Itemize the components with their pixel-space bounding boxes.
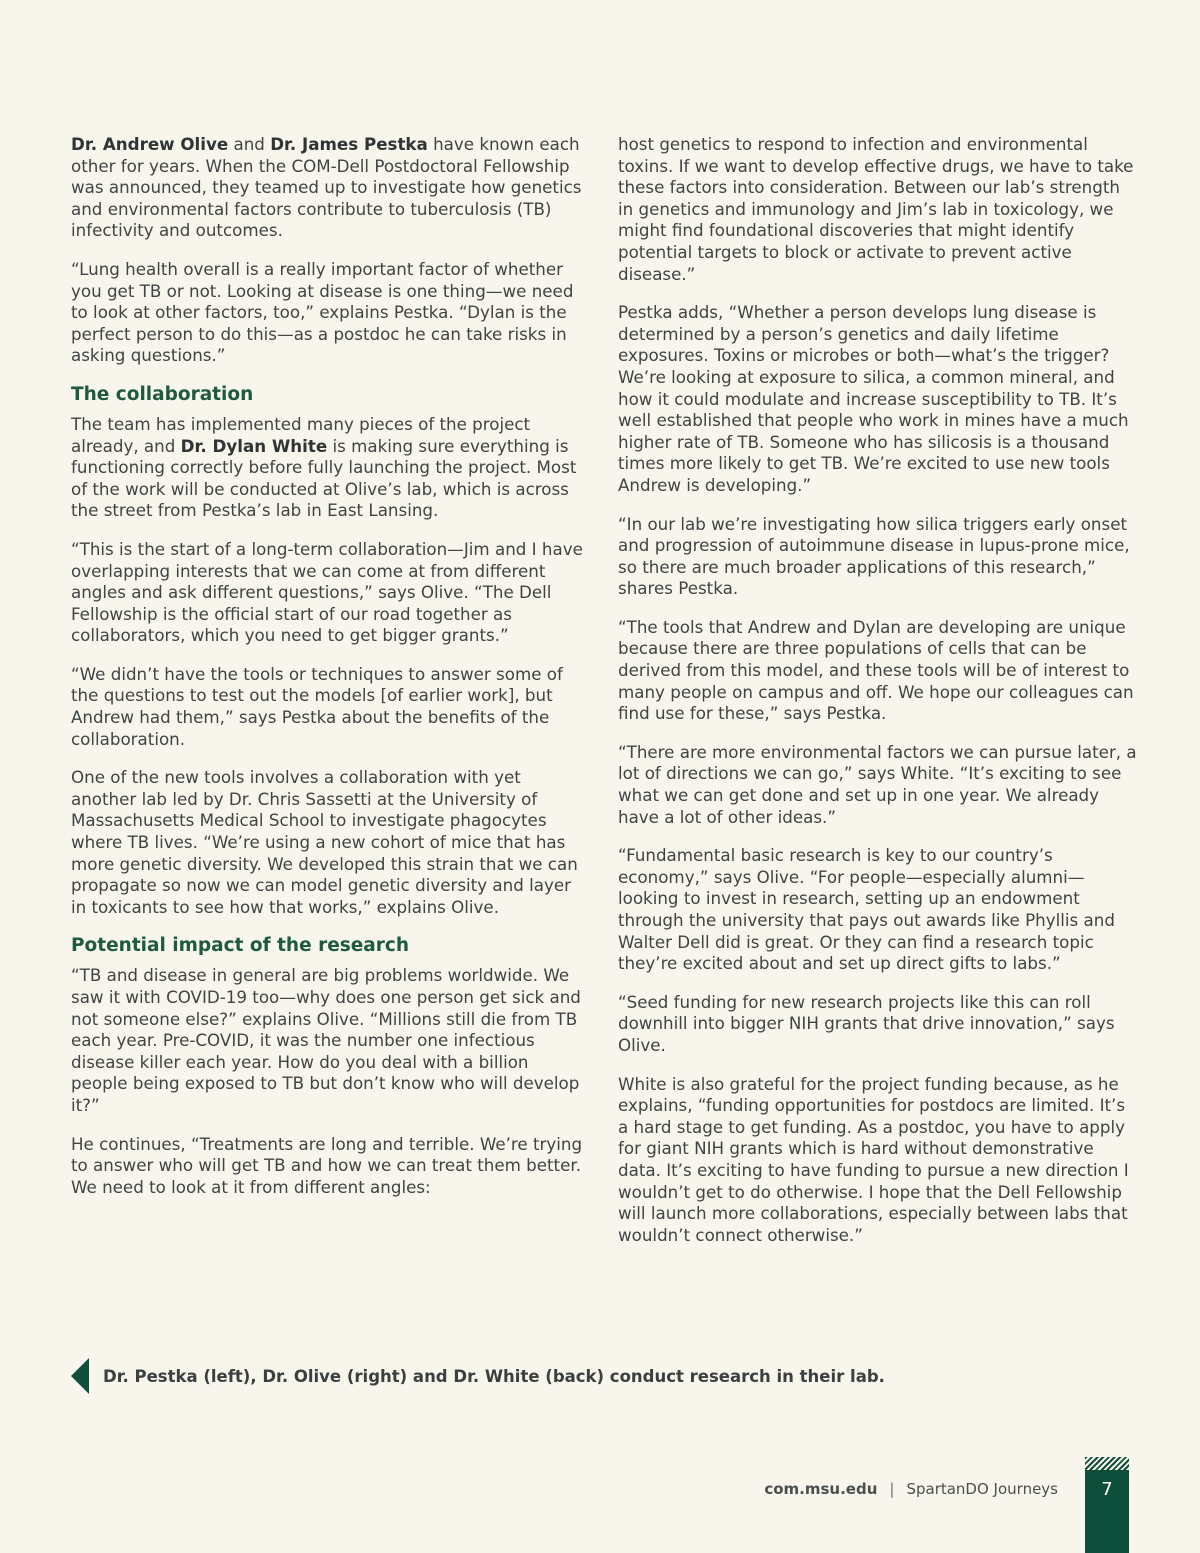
name-dylan-white: Dr. Dylan White	[180, 435, 328, 456]
hatch-decoration	[1085, 1457, 1129, 1470]
name-andrew-olive: Dr. Andrew Olive	[71, 134, 229, 154]
paragraph: “We didn’t have the tools or techniques to answer some of the questions to test out the models [of earlier work], but Andrew had them,” says Pestka about the benefits of the collaboration.	[71, 663, 563, 749]
paragraph: Dr. Andrew Olive and Dr. James Pestka have known each other for years. When the COM-Dell Postdoctoral Fellowship was announced, they teamed up to investigate how genetics and environmental factors contribute to tuberculosis (TB) infectivity and outcomes.	[71, 134, 582, 241]
page-number-tab	[1085, 1457, 1129, 1553]
left-column	[71, 134, 587, 1215]
paragraph: He continues, “Treatments are long and terrible. We’re trying to answer who will get TB and how we can treat them better. We need to look at it from different angles:	[71, 1133, 583, 1197]
name-james-pestka: Dr. James Pestka	[270, 134, 428, 154]
footer-publication: SpartanDO Journeys	[906, 1480, 1058, 1498]
paragraph: “Fundamental basic research is key to our country’s economy,” says Olive. “For people—especially alumni—looking to invest in research, setting up an endowment through the university that pays out awards like Phyllis and Walter Dell did is great. Or they can find a research topic they’re excited about and set up direct gifts to labs.”	[618, 845, 1115, 974]
paragraph: “This is the start of a long-term collaboration—Jim and I have overlapping interests that we can come at from different angles and ask different questions,” says Olive. “The Dell Fellowship is the official start of our road together as collaborators, which you need to get bigger grants.”	[71, 538, 583, 646]
paragraph: Pestka adds, “Whether a person develops lung disease is determined by a person’s genetics and daily lifetime exposures. Toxins or microbes or both—what’s the trigger? We’re looking at exposure to silica, a common mineral, and how it could modulate and increase susceptibility to TB. It’s well established that people who work in mines have a much higher rate of TB. Someone who has silicosis is a thousand times more likely to get TB. We’re excited to use new tools Andrew is developing.”	[618, 302, 1129, 495]
paragraph: “Lung health overall is a really important factor of whether you get TB or not. Looking at disease is one thing—we need to look at other factors, too,” explains Pestka. “Dylan is the perfect person to do this—as a postdoc he can take risks in asking questions.”	[71, 258, 574, 366]
footer-url: com.msu.edu	[764, 1480, 878, 1498]
page-footer	[764, 1480, 1058, 1498]
paragraph: “The tools that Andrew and Dylan are developing are unique because there are three populations of cells that can be derived from this model, and these tools will be of interest to many people on campus and off. We hope our colleagues can find use for these,” says Pestka.	[618, 616, 1134, 724]
page-number: 7	[1085, 1470, 1129, 1553]
footer-separator: |	[889, 1480, 895, 1498]
caption-text: Dr. Pestka (left), Dr. Olive (right) and Dr. White (back) conduct research in their lab.	[103, 1366, 885, 1386]
paragraph: “In our lab we’re investigating how silica triggers early onset and progression of autoimmune disease in lupus-prone mice, so there are much broader applications of this research,” shares Pestka.	[618, 513, 1130, 599]
section-heading-impact: Potential impact of the research	[71, 935, 410, 957]
section-heading-collaboration: The collaboration	[71, 383, 254, 405]
paragraph: One of the new tools involves a collaboration with yet another lab led by Dr. Chris Sassetti at the University of Massachusetts Medical School to investigate phagocytes where TB lives. “We’re using a new cohort of mice that has more genetic diversity. We developed this strain that we can propagate so now we can model genetic diversity and layer in toxicants to see how that works,” explains Olive.	[71, 767, 578, 917]
paragraph: The team has implemented many pieces of the project already, and Dr. Dylan White is making sure everything is functioning correctly before fully launching the project. Most of the work will be conducted at Olive’s lab, which is across the street from Pestka’s lab in East Lansing.	[71, 413, 577, 521]
paragraph: “TB and disease in general are big problems worldwide. We saw it with COVID-19 too—why does one person get sick and not someone else?” explains Olive. “Millions still die from TB each year. Pre-COVID, it was the number one infectious disease killer each year. How do you deal with a billion people being exposed to TB but don’t know who will develop it?”	[71, 965, 581, 1115]
paragraph: White is also grateful for the project funding because, as he explains, “funding opportunities for postdocs are limited. It’s a hard stage to get funding. As a postdoc, you have to apply for giant NIH grants which is hard without demonstrative data. It’s exciting to have funding to pursue a new direction I wouldn’t get to do otherwise. I hope that the Dell Fellowship will launch more collaborations, especially between labs that wouldn’t connect otherwise.”	[618, 1073, 1129, 1245]
right-column	[618, 134, 1138, 1263]
paragraph: “There are more environmental factors we can pursue later, a lot of directions we can go,” says White. “It’s exciting to see what we can get done and set up in one year. We already have a lot of other ideas.”	[618, 741, 1137, 827]
paragraph: host genetics to respond to infection and environmental toxins. If we want to develop effective drugs, we have to take these factors into consideration. Between our lab’s strength in genetics and immunology and Jim’s lab in toxicology, we might find foundational discoveries that might identify potential targets to block or activate to prevent active disease.”	[618, 134, 1134, 284]
photo-caption	[71, 1357, 885, 1395]
paragraph: “Seed funding for new research projects like this can roll downhill into bigger NIH grants that drive innovation,” says Olive.	[618, 991, 1115, 1055]
caption-arrow-icon	[71, 1358, 89, 1394]
